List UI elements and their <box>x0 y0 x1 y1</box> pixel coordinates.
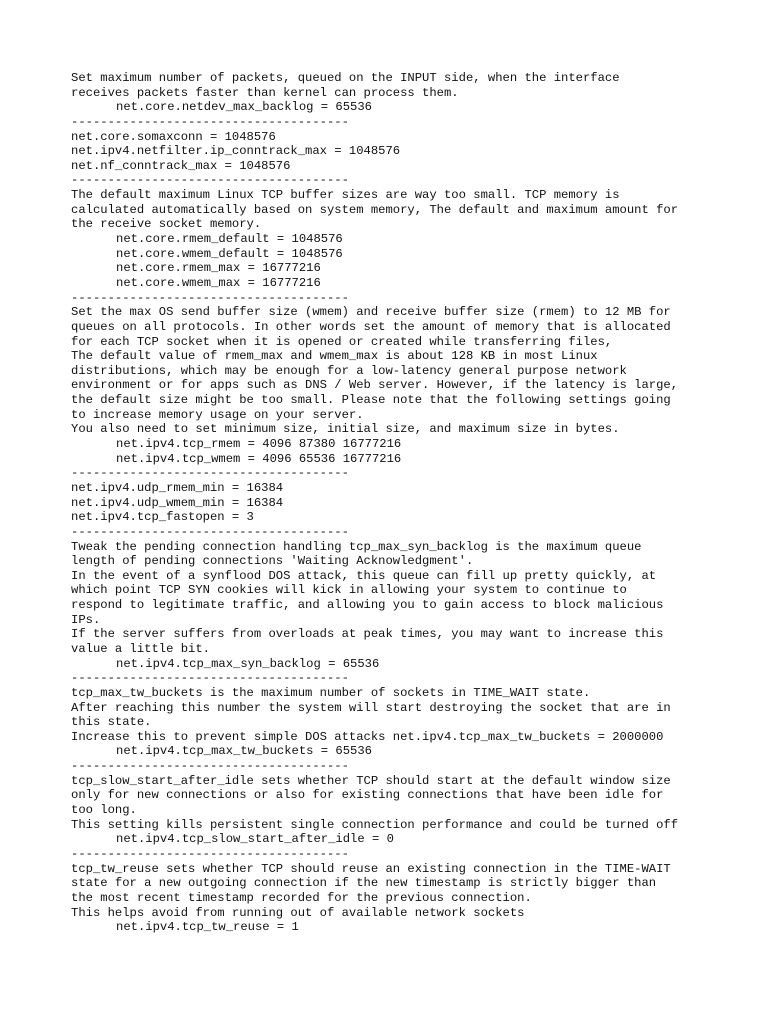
setting-line: net.ipv4.tcp_rmem = 4096 87380 16777216 <box>116 437 402 452</box>
text-line: tcp_slow_start_after_idle sets whether TCP should start at the default window size <box>71 773 671 788</box>
setting-line: net.core.netdev_max_backlog = 65536 <box>116 100 372 115</box>
text-line: Increase this to prevent simple DOS attacks net.ipv4.tcp_max_tw_buckets = 2000000 <box>71 729 664 744</box>
text-line: Tweak the pending connection handling tcp_max_syn_backlog is the maximum queue <box>71 539 642 554</box>
setting-line: net.core.somaxconn = 1048576 <box>71 129 276 144</box>
text-line: respond to legitimate traffic, and allowing you to gain access to block malicious <box>71 598 664 613</box>
text-line: After reaching this number the system will start destroying the socket that are in <box>71 700 671 715</box>
text-line: queues on all protocols. In other words set the amount of memory that is allocated <box>71 319 671 334</box>
text-line: this state. <box>71 715 152 730</box>
setting-line: net.ipv4.udp_rmem_min = 16384 <box>71 480 284 495</box>
text-line: If the server suffers from overloads at peak times, you may want to increase this <box>71 627 664 642</box>
separator-line: -------------------------------------- <box>71 524 349 539</box>
separator-line: -------------------------------------- <box>71 846 349 861</box>
setting-line: net.core.wmem_default = 1048576 <box>116 246 343 261</box>
text-line: distributions, which may be enough for a low-latency general purpose network <box>71 363 627 378</box>
text-line: which point TCP SYN cookies will kick in allowing your system to continue to <box>71 583 627 598</box>
text-line: only for new connections or also for existing connections that have been idle for <box>71 788 664 803</box>
text-line: value a little bit. <box>71 641 210 656</box>
text-line: receives packets faster than kernel can process them. <box>71 85 459 100</box>
setting-line: net.ipv4.tcp_max_syn_backlog = 65536 <box>116 656 380 671</box>
text-line: length of pending connections 'Waiting Acknowledgment'. <box>71 554 474 569</box>
text-line: IPs. <box>71 612 101 627</box>
text-line: Set maximum number of packets, queued on the INPUT side, when the interface <box>71 71 620 85</box>
separator-line: -------------------------------------- <box>71 759 349 774</box>
text-line: environment or for apps such as DNS / Web server. However, if the latency is large, <box>71 378 679 393</box>
text-line: tcp_tw_reuse sets whether TCP should reuse an existing connection in the TIME-WAIT <box>71 861 671 876</box>
setting-line: net.ipv4.udp_wmem_min = 16384 <box>71 495 284 510</box>
text-line: This helps avoid from running out of available network sockets <box>71 905 525 920</box>
setting-line: net.ipv4.tcp_fastopen = 3 <box>71 510 254 525</box>
text-line: You also need to set minimum size, initial size, and maximum size in bytes. <box>71 422 620 437</box>
setting-line: net.ipv4.tcp_tw_reuse = 1 <box>116 920 299 935</box>
separator-line: -------------------------------------- <box>71 290 349 305</box>
document-page <box>71 71 761 935</box>
setting-line: net.ipv4.tcp_wmem = 4096 65536 16777216 <box>116 451 402 466</box>
setting-line: net.ipv4.tcp_slow_start_after_idle = 0 <box>116 832 394 847</box>
text-line: calculated automatically based on system memory, The default and maximum amount for <box>71 202 679 217</box>
setting-line: net.core.wmem_max = 16777216 <box>116 275 321 290</box>
setting-line: net.ipv4.netfilter.ip_conntrack_max = 1048576 <box>71 144 401 159</box>
text-line: tcp_max_tw_buckets is the maximum number of sockets in TIME_WAIT state. <box>71 685 591 700</box>
text-line: The default value of rmem_max and wmem_max is about 128 KB in most Linux <box>71 349 598 364</box>
text-line: the receive socket memory. <box>71 217 262 232</box>
setting-line: net.core.rmem_max = 16777216 <box>116 261 321 276</box>
separator-line: -------------------------------------- <box>71 466 349 481</box>
separator-line: -------------------------------------- <box>71 114 349 129</box>
setting-line: net.nf_conntrack_max = 1048576 <box>71 158 291 173</box>
setting-line: net.core.rmem_default = 1048576 <box>116 232 343 247</box>
text-line: Set the max OS send buffer size (wmem) and receive buffer size (rmem) to 12 MB for <box>71 305 671 320</box>
text-line: the most recent timestamp recorded for the previous connection. <box>71 890 532 905</box>
text-line: In the event of a synflood DOS attack, this queue can fill up pretty quickly, at <box>71 568 657 583</box>
text-line: to increase memory usage on your server. <box>71 407 364 422</box>
text-line: state for a new outgoing connection if the new timestamp is strictly bigger than <box>71 876 657 891</box>
text-line: The default maximum Linux TCP buffer sizes are way too small. TCP memory is <box>71 188 620 203</box>
text-line: too long. <box>71 803 137 818</box>
setting-line: net.ipv4.tcp_max_tw_buckets = 65536 <box>116 744 372 759</box>
text-line: for each TCP socket when it is opened or created while transferring files, <box>71 334 613 349</box>
text-line: the default size might be too small. Please note that the following settings going <box>71 393 671 408</box>
text-line: This setting kills persistent single connection performance and could be turned off <box>71 817 679 832</box>
separator-line: -------------------------------------- <box>71 671 349 686</box>
separator-line: -------------------------------------- <box>71 173 349 188</box>
